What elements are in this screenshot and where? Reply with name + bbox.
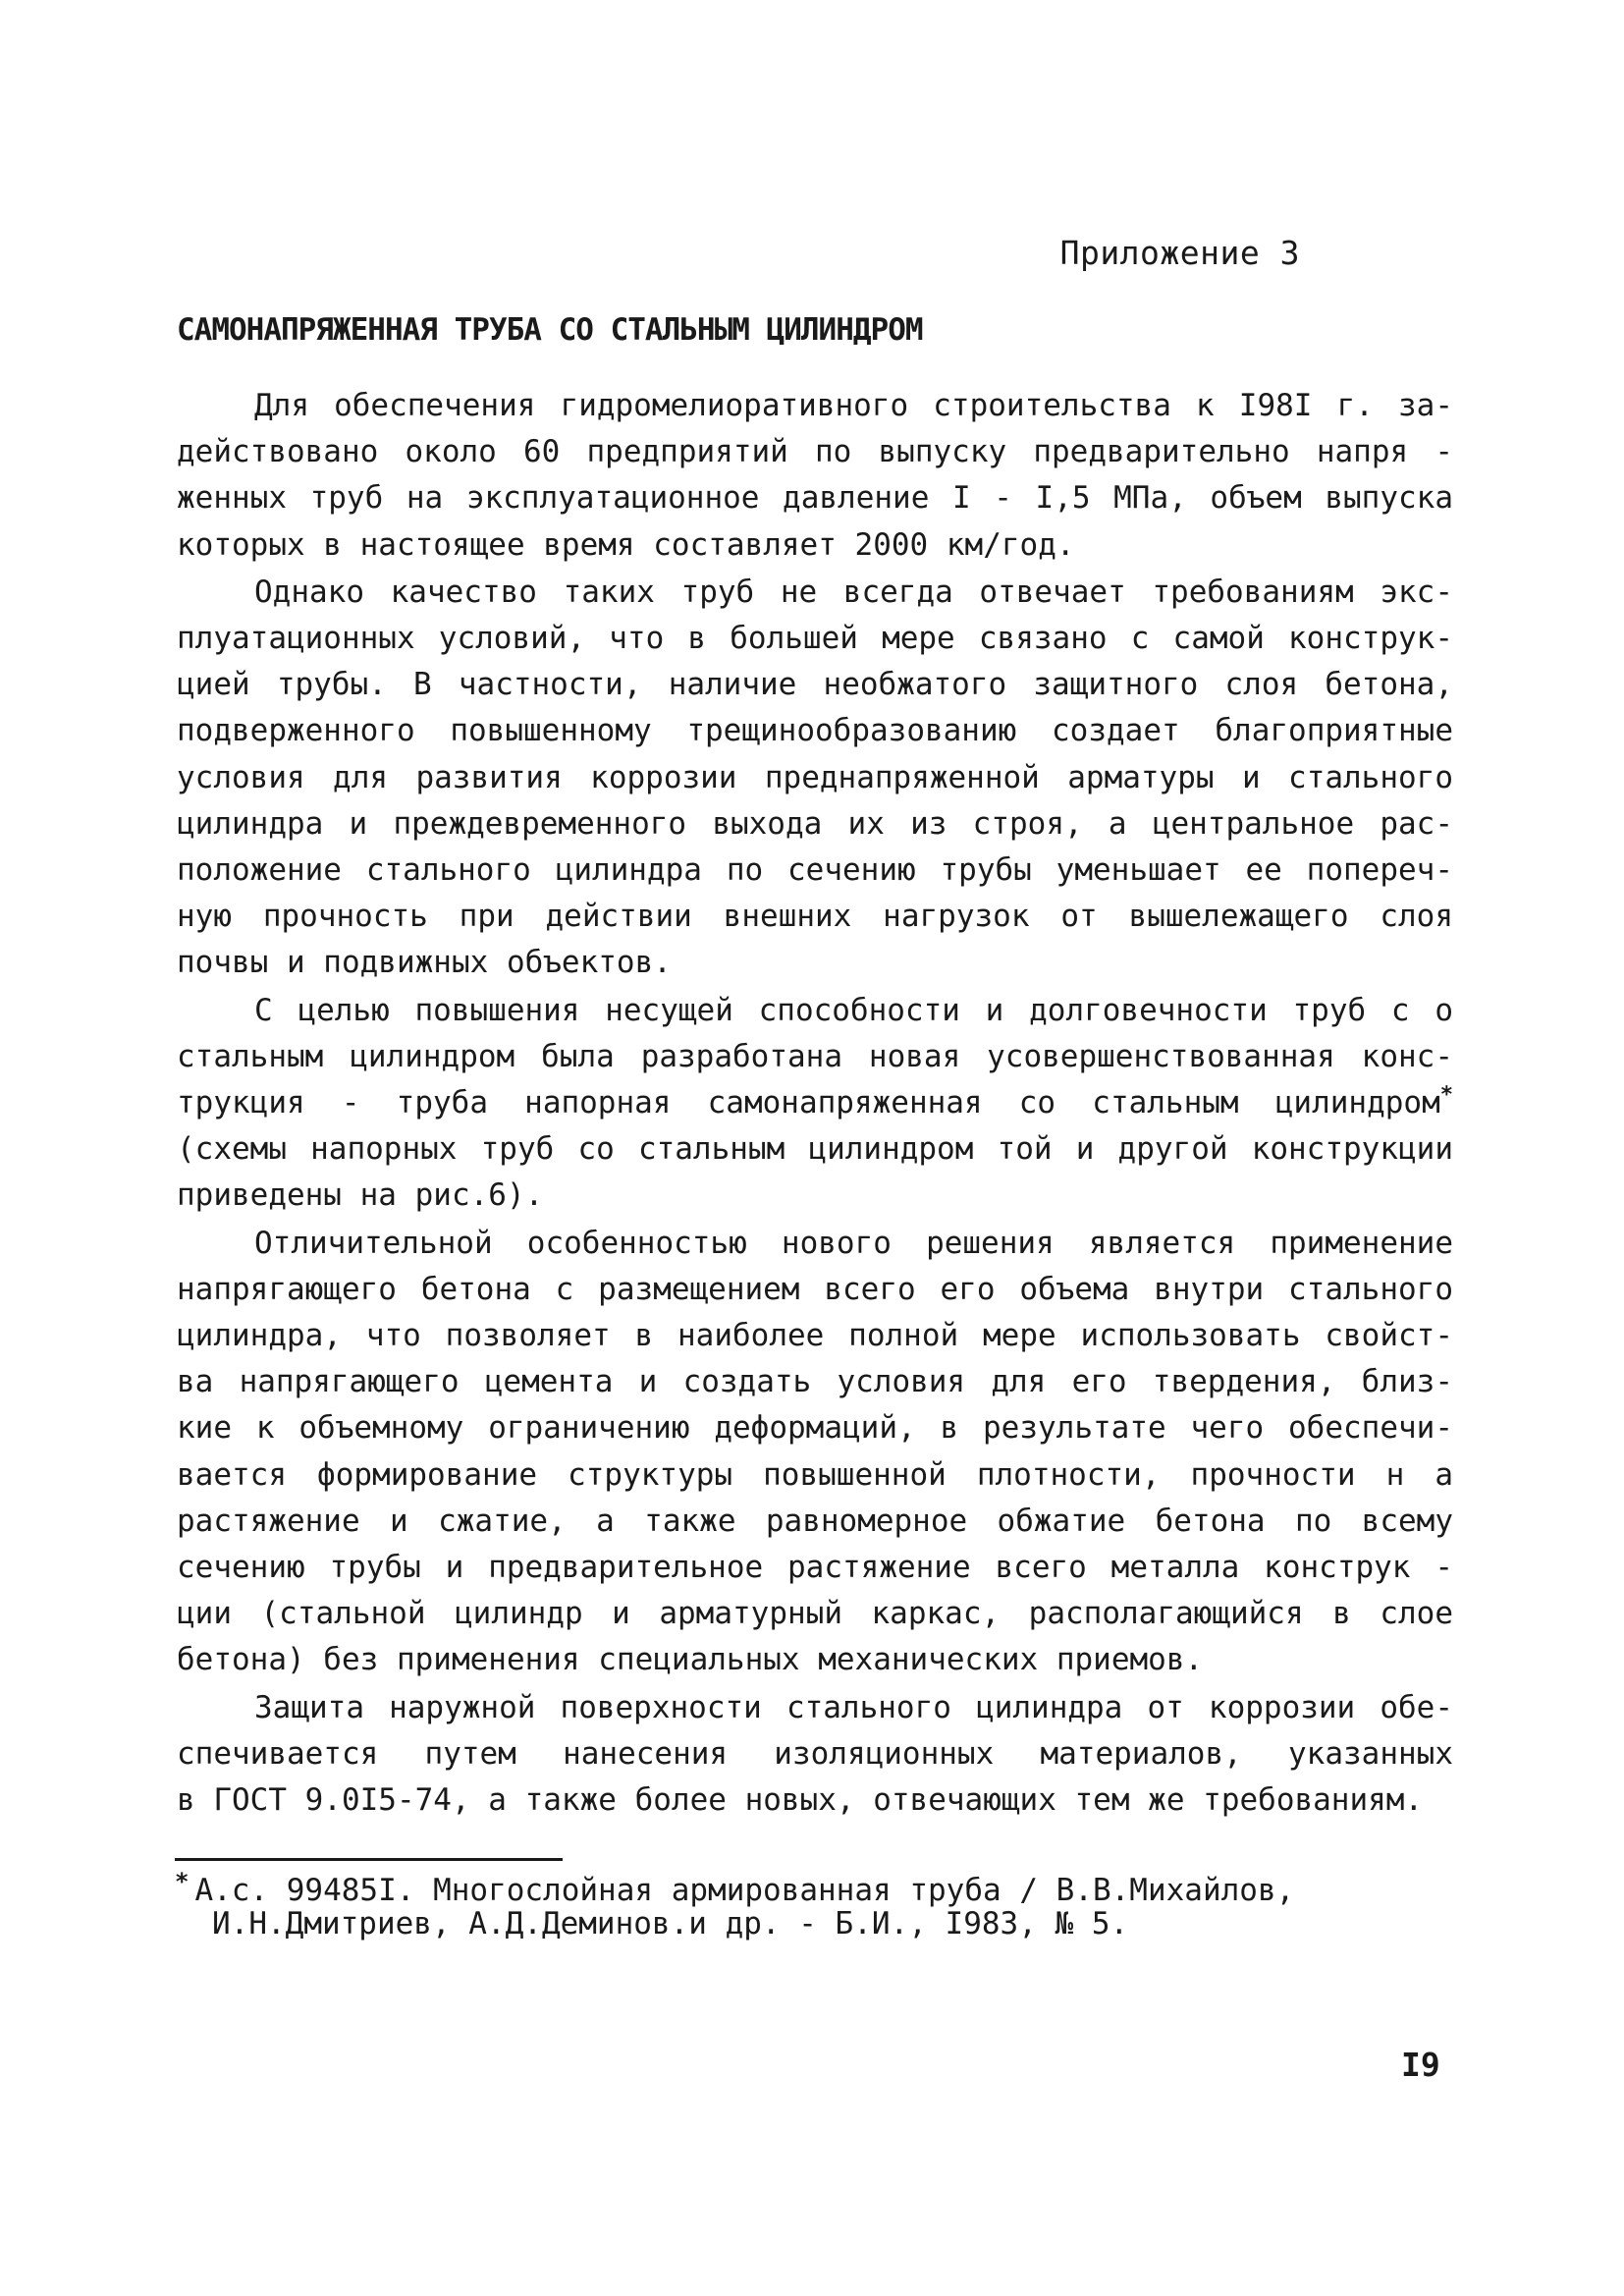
text-line: (схемы напорных труб со стальным цилиндром той и другой конструкции: [177, 1131, 1453, 1168]
paragraph: [177, 570, 1453, 987]
text-line: которых в настоящее время составляет 2000 км/год.: [177, 526, 1075, 563]
text-line: условия для развития коррозии преднапряженной арматуры и стального: [177, 759, 1453, 795]
body-text: [177, 383, 1453, 1825]
text-line: цилиндра и преждевременного выхода их из строя, а центральное рас-: [177, 805, 1453, 842]
text-line: в ГОСТ 9.0I5-74, а также более новых, отвечающих тем же требованиям.: [177, 1782, 1424, 1819]
text-line: ва напрягающего цемента и создать условия для его твердения, близ-: [177, 1364, 1453, 1400]
text-line: цией трубы. В частности, наличие необжатого защитного слоя бетона,: [177, 667, 1453, 703]
text-line: вается формирование структуры повышенной плотности, прочности н а: [177, 1456, 1453, 1493]
text-line: приведены на рис.6).: [177, 1177, 544, 1214]
text-line: растяжение и сжатие, а также равномерное обжатие бетона по всему: [177, 1503, 1453, 1539]
paragraph: [177, 988, 1453, 1220]
text-line: бетона) без применения специальных механических приемов.: [177, 1642, 1204, 1678]
text-line: кие к объемному ограничению деформаций, в результате чего обеспечи-: [177, 1410, 1453, 1447]
text-line: почвы и подвижных объектов.: [177, 945, 672, 981]
paragraph: [177, 383, 1453, 569]
text-line: трукция - труба напорная самонапряженная со стальным цилиндром*: [177, 1082, 1453, 1121]
document-title: САМОНАПРЯЖЕННАЯ ТРУБА СО СТАЛЬНЫМ ЦИЛИНДРОМ: [177, 312, 923, 348]
text-line: спечивается путем нанесения изоляционных материалов, указанных: [177, 1735, 1453, 1772]
footnote-line-1: А.с. 99485I. Многослойная армированная труба / В.В.Михайлов,: [194, 1873, 1295, 1908]
text-line: стальным цилиндром была разработана новая усовершенствованная конс-: [177, 1038, 1453, 1074]
text-line: подверженного повышенному трещинообразованию создает благоприятные: [177, 713, 1453, 749]
paragraph: [177, 1685, 1453, 1825]
appendix-label: Приложение 3: [1059, 234, 1300, 272]
text-line: действовано около 60 предприятий по выпуску предварительно напря -: [177, 434, 1453, 470]
text-line: ции (стальной цилиндр и арматурный каркас, располагающийся в слое: [177, 1596, 1453, 1632]
text-line: С целью повышения несущей способности и долговечности труб с о: [254, 992, 1453, 1028]
text-line: положение стального цилиндра по сечению трубы уменьшает ее попереч-: [177, 852, 1453, 889]
footnote-divider: [175, 1858, 563, 1861]
footnote: [175, 1867, 1295, 1941]
text-line: напрягающего бетона с размещением всего его объема внутри стального: [177, 1271, 1453, 1307]
footnote-mark: *: [175, 1867, 189, 1895]
paragraph: [177, 1221, 1453, 1684]
text-line: плуатационных условий, что в большей мере связано с самой конструк-: [177, 621, 1453, 657]
page-number: I9: [1401, 2046, 1440, 2084]
text-line: сечению трубы и предварительное растяжение всего металла конструк -: [177, 1550, 1453, 1586]
footnote-line-2: И.Н.Дмитриев, А.Д.Деминов.и др. - Б.И., I983, № 5.: [212, 1906, 1129, 1941]
text-line: Отличительной особенностью нового решения является применение: [254, 1225, 1453, 1261]
text-line: Однако качество таких труб не всегда отвечает требованиям экс-: [254, 574, 1453, 610]
text-line: цилиндра, что позволяет в наиболее полной мере использовать свойст-: [177, 1318, 1453, 1354]
footnote-reference: *: [1439, 1082, 1453, 1108]
text-line: Для обеспечения гидромелиоративного строительства к I98I г. за-: [254, 388, 1453, 423]
text-line: ную прочность при действии внешних нагрузок от вышележащего слоя: [177, 899, 1453, 935]
text-line: женных труб на эксплуатационное давление I - I,5 МПа, объем выпуска: [177, 480, 1453, 517]
text-line: Защита наружной поверхности стального цилиндра от коррозии обе-: [254, 1689, 1453, 1725]
